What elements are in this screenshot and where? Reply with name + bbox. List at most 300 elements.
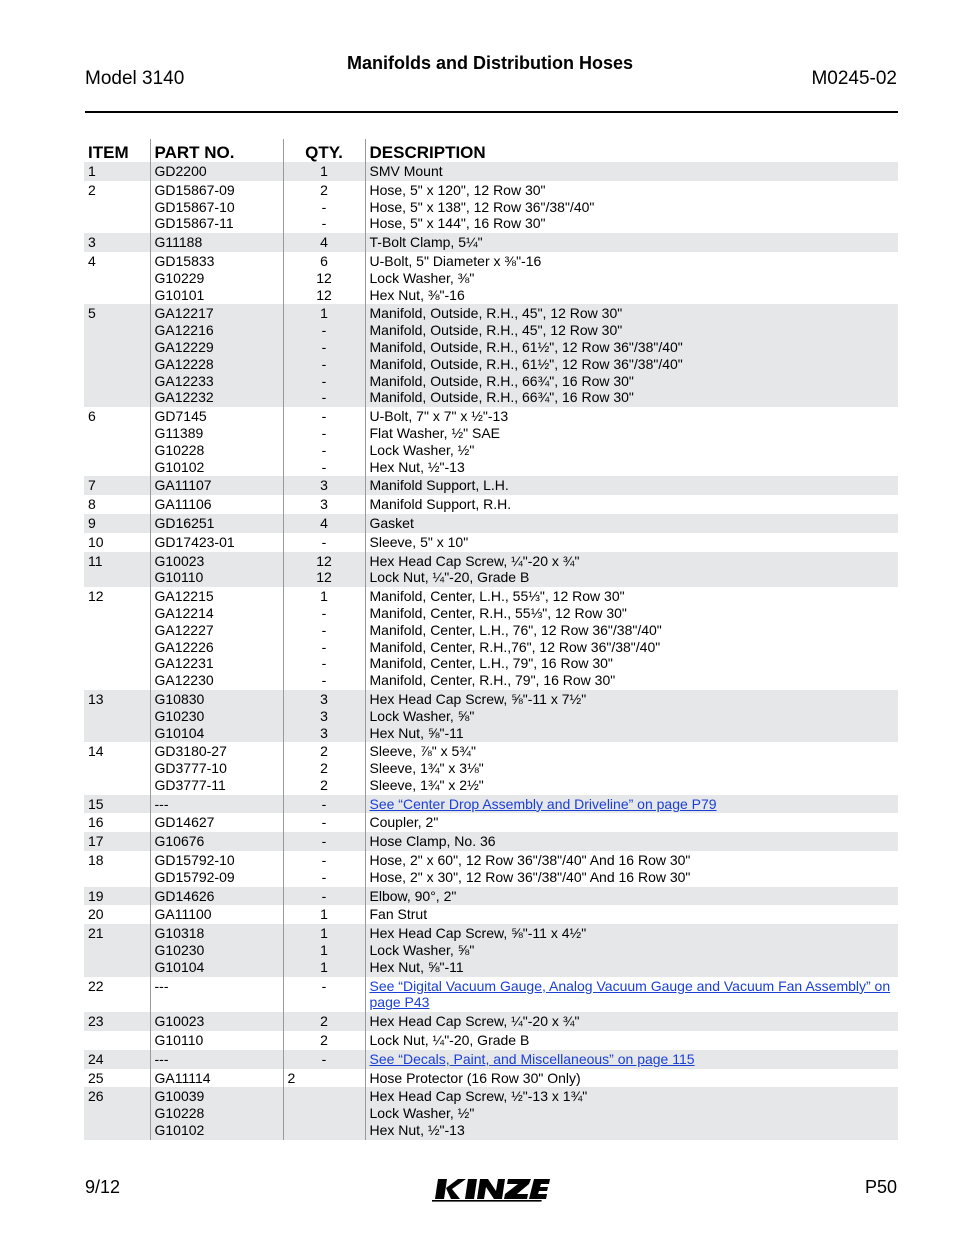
part-number-cell (150, 181, 283, 233)
description: Manifold, Outside, R.H., 66¾", 16 Row 30" (369, 372, 634, 389)
quantity: 2 (320, 181, 328, 198)
description: Hex Nut, ⅝"-11 (369, 724, 464, 741)
quantity: 12 (316, 269, 332, 286)
part-number: GD15867-11 (154, 215, 234, 232)
quantity: - (321, 833, 327, 850)
description: Hex Head Cap Screw, ⅝"-11 x 4½" (369, 925, 587, 942)
part-number-cell (150, 924, 283, 976)
table-row (84, 924, 898, 976)
table-row (84, 233, 898, 252)
header-rule (85, 111, 898, 113)
description-cell (365, 977, 898, 1013)
part-number-cell (150, 552, 283, 588)
item-cell (84, 1050, 150, 1069)
table-row (84, 795, 898, 814)
item-cell (84, 476, 150, 495)
item-number: 10 (88, 533, 104, 550)
item-number: 19 (88, 887, 104, 904)
description: Manifold Support, R.H. (369, 496, 512, 513)
description: Hose, 2" x 60", 12 Row 36"/38"/40" And 16 Row 30" (369, 852, 691, 869)
part-number-cell (150, 1050, 283, 1069)
description-cell (365, 887, 898, 906)
description: Hose, 5" x 138", 12 Row 36"/38"/40" (369, 198, 595, 215)
qty-cell (283, 813, 365, 832)
description: Manifold, Outside, R.H., 61½", 12 Row 36"/38"/40" (369, 355, 683, 372)
description-cell (365, 533, 898, 552)
item-number: 24 (88, 1050, 104, 1067)
quantity: - (321, 458, 327, 475)
item-number: 11 (88, 552, 103, 569)
parts-table-body (84, 162, 898, 1140)
qty-cell (283, 1031, 365, 1050)
quantity (288, 1122, 361, 1139)
description: Hose, 5" x 144", 16 Row 30" (369, 215, 546, 232)
description: Manifold, Outside, R.H., 66¾", 16 Row 30" (369, 389, 634, 406)
item-number: 15 (88, 795, 104, 812)
qty-cell (283, 252, 365, 304)
quantity: 1 (320, 925, 328, 942)
kinze-logo (432, 1175, 550, 1203)
item-cell (84, 1012, 150, 1031)
table-row (84, 587, 898, 690)
table-row (84, 407, 898, 476)
quantity: - (321, 389, 327, 406)
qty-cell (283, 742, 365, 794)
description: Sleeve, 1¾" x 3⅛" (369, 760, 484, 777)
description: Flat Washer, ½" SAE (369, 424, 500, 441)
part-number: G10039 (154, 1088, 205, 1105)
item-cell (84, 1087, 150, 1139)
item-cell (84, 832, 150, 851)
description: Hose, 2" x 30", 12 Row 36"/38"/40" And 16 Row 30" (369, 868, 691, 885)
part-number: --- (154, 977, 169, 994)
quantity: - (321, 672, 327, 689)
description-cell (365, 742, 898, 794)
part-number: G11188 (154, 234, 203, 251)
part-number: GA12214 (154, 604, 214, 621)
description-cell (365, 476, 898, 495)
table-row (84, 851, 898, 887)
part-number: GA12229 (154, 338, 214, 355)
item-number: 21 (88, 925, 104, 942)
item-cell (84, 742, 150, 794)
part-number-cell (150, 851, 283, 887)
part-number: GA11100 (154, 906, 212, 923)
description: Sleeve, 1¾" x 2½" (369, 776, 484, 793)
quantity (288, 1105, 361, 1122)
part-number-cell (150, 813, 283, 832)
item-cell (84, 813, 150, 832)
description: Manifold, Outside, R.H., 45", 12 Row 30" (369, 305, 623, 322)
table-row (84, 905, 898, 924)
part-number: G10230 (154, 942, 205, 959)
part-number: --- (154, 795, 169, 812)
table-row (84, 533, 898, 552)
part-number: G10230 (154, 707, 205, 724)
part-number: GA12232 (154, 389, 214, 406)
cross-reference-link[interactable]: See “Decals, Paint, and Miscellaneous” on page 115 (369, 1050, 695, 1067)
part-number: GA11114 (154, 1069, 211, 1086)
part-number-cell (150, 1012, 283, 1031)
part-number: G10104 (154, 724, 205, 741)
quantity: - (321, 638, 327, 655)
qty-cell (283, 304, 365, 407)
part-number: GD15867-10 (154, 198, 235, 215)
table-row (84, 1087, 898, 1139)
table-row (84, 552, 898, 588)
item-number: 2 (88, 181, 96, 198)
part-number: GD3777-11 (154, 776, 226, 793)
description: Hex Nut, ⅝"-11 (369, 958, 464, 975)
description: SMV Mount (369, 163, 443, 179)
table-row (84, 887, 898, 906)
item-number: 14 (88, 743, 104, 760)
description: Lock Washer, ⅜" (369, 269, 475, 286)
description: Hose Clamp, No. 36 (369, 833, 496, 850)
description-cell (365, 233, 898, 252)
quantity: - (321, 355, 327, 372)
qty-cell (283, 905, 365, 924)
qty-cell (283, 407, 365, 476)
quantity: 1 (320, 305, 328, 322)
qty-cell (283, 1012, 365, 1031)
part-number-cell (150, 1087, 283, 1139)
item-number: 5 (88, 305, 96, 322)
description: Hex Head Cap Screw, ¼"-20 x ¾" (369, 552, 580, 569)
item-number: 4 (88, 252, 96, 269)
item-cell (84, 795, 150, 814)
part-number-cell (150, 742, 283, 794)
part-number: G10102 (154, 1122, 205, 1139)
item-cell (84, 233, 150, 252)
quantity: 2 (320, 743, 328, 760)
table-row (84, 181, 898, 233)
revision-date: 9/12 (85, 1177, 121, 1197)
part-number-cell (150, 887, 283, 906)
table-row (84, 1050, 898, 1069)
qty-cell (283, 233, 365, 252)
description-cell (365, 924, 898, 976)
part-number: G10318 (154, 925, 205, 942)
part-number-cell (150, 162, 283, 181)
description-cell (365, 552, 898, 588)
item-number: 26 (88, 1088, 104, 1105)
item-cell (84, 162, 150, 181)
description-cell (365, 813, 898, 832)
model-label: Model 3140 (85, 68, 185, 89)
item-cell (84, 407, 150, 476)
qty-cell (283, 977, 365, 1013)
table-row (84, 977, 898, 1013)
part-number: GD15792-09 (154, 868, 235, 885)
table-row (84, 514, 898, 533)
quantity: 12 (316, 552, 332, 569)
parts-table (84, 139, 898, 1140)
part-number-cell (150, 233, 283, 252)
qty-cell (283, 587, 365, 690)
table-row (84, 476, 898, 495)
column-header-description: DESCRIPTION (365, 139, 898, 162)
qty-cell (283, 476, 365, 495)
item-cell (84, 690, 150, 742)
column-header-qty: QTY. (283, 139, 365, 162)
description: Manifold, Center, L.H., 79", 16 Row 30" (369, 655, 613, 672)
quantity: - (321, 814, 327, 831)
part-number: GA11107 (154, 477, 212, 494)
column-header-part-no: PART NO. (150, 139, 283, 162)
part-number: GD14627 (154, 814, 215, 831)
part-number: GA12227 (154, 621, 214, 638)
description: U-Bolt, 5" Diameter x ⅜"-16 (369, 252, 542, 269)
description-cell (365, 181, 898, 233)
description: Hex Head Cap Screw, ⅝"-11 x 7½" (369, 690, 587, 707)
description: Manifold, Center, R.H., 55⅓", 12 Row 30" (369, 604, 627, 621)
description-cell (365, 514, 898, 533)
part-number-cell (150, 1031, 283, 1050)
quantity (288, 1088, 361, 1105)
part-number-cell (150, 832, 283, 851)
quantity: 12 (316, 569, 332, 586)
quantity: - (321, 655, 327, 672)
quantity: - (321, 1050, 327, 1067)
description: Gasket (369, 514, 414, 531)
description: Manifold, Center, R.H., 79", 16 Row 30" (369, 672, 616, 689)
part-number: GA12215 (154, 588, 214, 605)
part-number-cell (150, 495, 283, 514)
description: Manifold, Center, L.H., 76", 12 Row 36"/38"/40" (369, 621, 662, 638)
part-number: GD16251 (154, 514, 215, 531)
description: Hose Protector (16 Row 30" Only) (369, 1069, 581, 1086)
quantity: 6 (320, 252, 328, 269)
quantity: - (321, 441, 327, 458)
description: Sleeve, 5" x 10" (369, 533, 469, 550)
table-row (84, 832, 898, 851)
item-cell (84, 495, 150, 514)
qty-cell (283, 924, 365, 976)
cross-reference-link[interactable]: See “Center Drop Assembly and Driveline” on page P79 (369, 795, 717, 812)
quantity: 3 (320, 690, 328, 707)
item-cell (84, 533, 150, 552)
part-number: G10228 (154, 441, 205, 458)
table-row (84, 304, 898, 407)
item-cell (84, 587, 150, 690)
quantity: - (321, 215, 327, 232)
quantity: - (321, 198, 327, 215)
quantity: 1 (320, 942, 328, 959)
item-number: 16 (88, 814, 104, 831)
part-number: GA12233 (154, 372, 214, 389)
quantity: 3 (320, 707, 328, 724)
quantity: 2 (320, 1013, 328, 1030)
part-number-cell (150, 533, 283, 552)
quantity: - (321, 977, 327, 994)
part-number: GD3777-10 (154, 760, 227, 777)
qty-cell (283, 533, 365, 552)
part-number: GD7145 (154, 408, 207, 425)
qty-cell (283, 1087, 365, 1139)
description: Manifold, Center, R.H.,76", 12 Row 36"/38"/40" (369, 638, 661, 655)
part-number: G10023 (154, 1013, 205, 1030)
quantity: 2 (320, 1032, 328, 1049)
description-cell (365, 1087, 898, 1139)
part-number-cell (150, 905, 283, 924)
quantity: 1 (320, 163, 328, 179)
item-cell (84, 851, 150, 887)
part-number-cell (150, 977, 283, 1013)
description-cell (365, 832, 898, 851)
description: Elbow, 90°, 2" (369, 887, 457, 904)
item-number: 6 (88, 408, 96, 425)
quantity: - (321, 795, 327, 812)
part-number-cell (150, 587, 283, 690)
description-cell (365, 162, 898, 181)
description: Lock Nut, ¼"-20, Grade B (369, 569, 530, 586)
description: Lock Washer, ½" (369, 1105, 475, 1122)
part-number: G10830 (154, 690, 205, 707)
part-number-cell (150, 1069, 283, 1088)
description: Hex Nut, ½"-13 (369, 1122, 465, 1139)
item-cell (84, 514, 150, 533)
part-number: GD2200 (154, 163, 207, 179)
item-cell (84, 977, 150, 1013)
part-number: GD3180-27 (154, 743, 227, 760)
description-cell (365, 1069, 898, 1088)
item-number: 7 (88, 477, 96, 494)
item-number: 17 (88, 833, 104, 850)
quantity: 3 (320, 724, 328, 741)
quantity: 1 (320, 958, 328, 975)
description: Fan Strut (369, 906, 428, 923)
part-number: GA12216 (154, 322, 214, 339)
quantity: 4 (320, 514, 328, 531)
part-number: G10102 (154, 458, 205, 475)
description-cell (365, 905, 898, 924)
description: Manifold Support, L.H. (369, 477, 509, 494)
quantity: 4 (320, 234, 328, 251)
item-cell (84, 252, 150, 304)
quantity: - (321, 424, 327, 441)
qty-cell (283, 495, 365, 514)
item-number: 1 (88, 163, 96, 179)
part-number: G10023 (154, 552, 205, 569)
item-number: 22 (88, 977, 104, 994)
description-cell (365, 304, 898, 407)
table-header-row (84, 139, 898, 162)
page-number: P50 (864, 1177, 897, 1197)
description-cell (365, 795, 898, 814)
item-number: 9 (88, 514, 96, 531)
part-number: G10104 (154, 958, 205, 975)
part-number-cell (150, 795, 283, 814)
quantity: 2 (320, 760, 328, 777)
quantity: 1 (320, 588, 328, 605)
quantity: 3 (320, 496, 328, 513)
qty-cell (283, 851, 365, 887)
description: Manifold, Outside, R.H., 45", 12 Row 30" (369, 322, 623, 339)
part-number: GD15833 (154, 252, 215, 269)
quantity: - (321, 338, 327, 355)
item-cell (84, 1031, 150, 1050)
table-row (84, 813, 898, 832)
description-cell (365, 851, 898, 887)
quantity: - (321, 322, 327, 339)
item-cell (84, 304, 150, 407)
part-number-cell (150, 252, 283, 304)
document-number: M0245-02 (811, 68, 897, 89)
quantity: - (321, 868, 327, 885)
description: Lock Washer, ⅝" (369, 707, 475, 724)
part-number: GA12226 (154, 638, 214, 655)
quantity: 3 (320, 477, 328, 494)
qty-cell (283, 162, 365, 181)
description: T-Bolt Clamp, 5¼" (369, 234, 483, 251)
description: Hex Head Cap Screw, ¼"-20 x ¾" (369, 1013, 580, 1030)
description: Coupler, 2" (369, 814, 439, 831)
page-title: Manifolds and Distribution Hoses (346, 53, 633, 73)
part-number: G10110 (154, 1032, 204, 1049)
quantity: 1 (320, 906, 328, 923)
item-number: 12 (88, 588, 104, 605)
qty-cell (283, 795, 365, 814)
table-row (84, 1069, 898, 1088)
item-number: 8 (88, 496, 96, 513)
quantity: 2 (320, 776, 328, 793)
quantity: - (321, 533, 327, 550)
qty-cell (283, 887, 365, 906)
item-number: 20 (88, 906, 104, 923)
description-cell (365, 407, 898, 476)
qty-cell (283, 690, 365, 742)
description-cell (365, 587, 898, 690)
part-number: GA12217 (154, 305, 214, 322)
table-row (84, 1012, 898, 1031)
item-cell (84, 924, 150, 976)
table-row (84, 252, 898, 304)
item-cell (84, 887, 150, 906)
qty-cell (283, 552, 365, 588)
part-number-cell (150, 476, 283, 495)
description: Hex Nut, ½"-13 (369, 458, 465, 475)
description-cell (365, 690, 898, 742)
qty-cell (283, 1050, 365, 1069)
table-row (84, 495, 898, 514)
table-row (84, 162, 898, 181)
description-cell (365, 495, 898, 514)
description: Manifold, Center, L.H., 55⅓", 12 Row 30" (369, 588, 625, 605)
part-number-cell (150, 304, 283, 407)
cross-reference-link[interactable]: See “Digital Vacuum Gauge, Analog Vacuum Gauge and Vacuum Fan Assembly” on page P43 (369, 977, 891, 1011)
column-header-item: ITEM (88, 143, 129, 163)
part-number-cell (150, 690, 283, 742)
part-number: G10110 (154, 569, 204, 586)
description: Hex Head Cap Screw, ½"-13 x 1¾" (369, 1088, 588, 1105)
part-number: G10101 (154, 286, 205, 303)
table-row (84, 1031, 898, 1050)
part-number-cell (150, 407, 283, 476)
part-number: GD14626 (154, 887, 215, 904)
quantity: - (321, 372, 327, 389)
part-number: GA12230 (154, 672, 214, 689)
quantity: - (321, 604, 327, 621)
qty-cell (283, 181, 365, 233)
item-number: 3 (88, 234, 96, 251)
part-number: G10228 (154, 1105, 205, 1122)
description: Sleeve, ⅞" x 5¾" (369, 743, 476, 760)
description-cell (365, 1012, 898, 1031)
part-number: --- (154, 1050, 169, 1067)
qty-cell (283, 514, 365, 533)
part-number: GA12231 (154, 655, 214, 672)
